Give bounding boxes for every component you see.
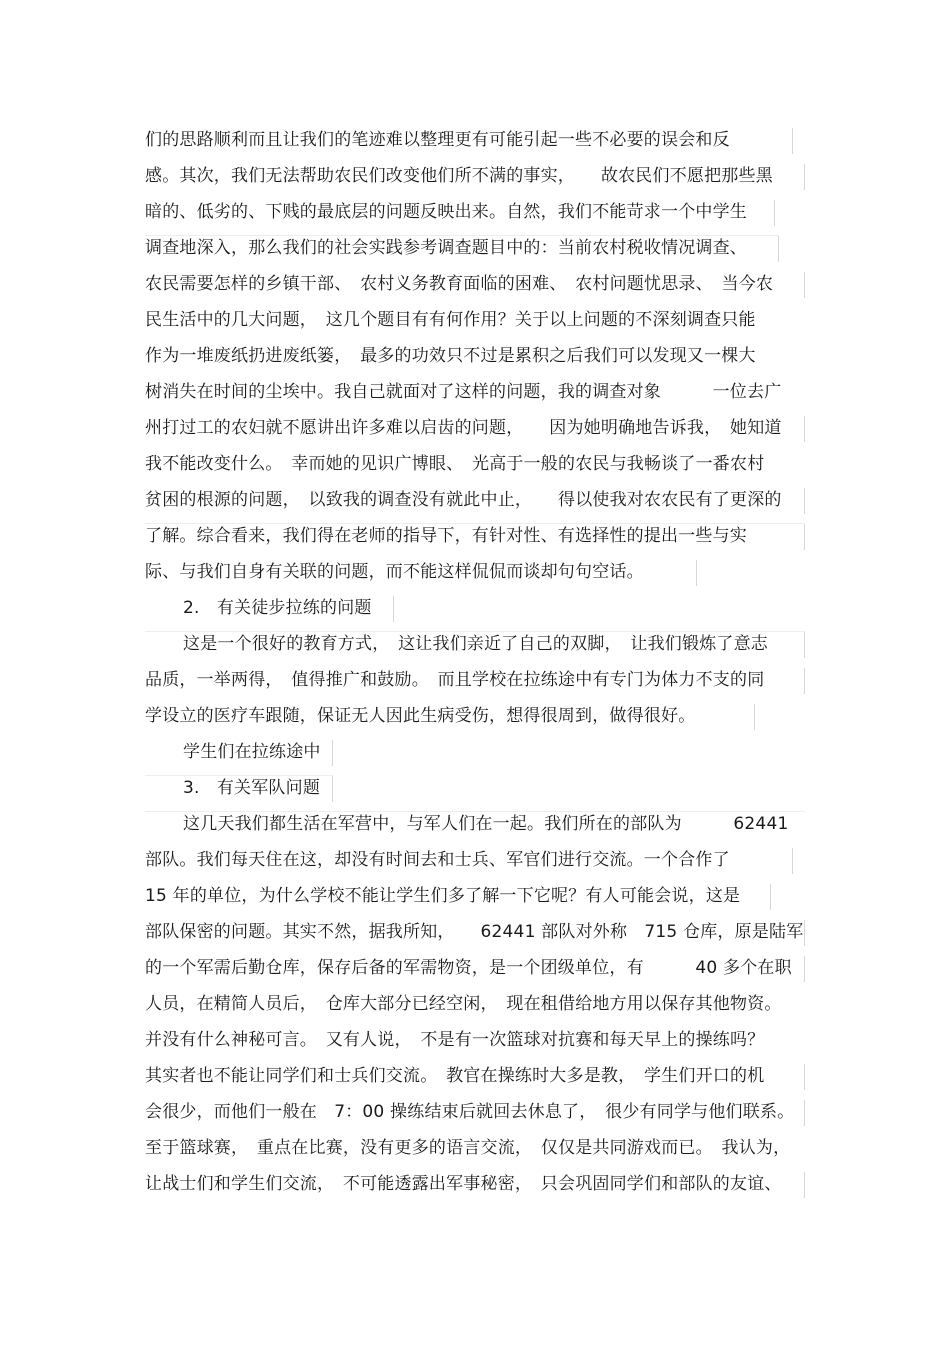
rule-artifact bbox=[804, 164, 805, 190]
rule-artifact bbox=[770, 884, 771, 910]
rule-artifact bbox=[696, 560, 697, 586]
text-line: 学生们在拉练途中 bbox=[183, 742, 321, 762]
rule-artifact bbox=[804, 668, 805, 694]
text-line: 这是一个很好的教育方式， 这让我们亲近了自己的双脚， 让我们锻炼了意志 bbox=[183, 634, 768, 654]
rule-artifact bbox=[804, 272, 805, 298]
text-line: 的一个军需后勤仓库，保存后备的军需物资，是一个团级单位，有 40 多个在职 bbox=[145, 958, 792, 978]
rule-artifact bbox=[792, 128, 793, 154]
rule-artifact bbox=[804, 1064, 805, 1090]
text-line: 品质，一举两得， 值得推广和鼓励。 而且学校在拉练途中有专门为体力不支的同 bbox=[145, 670, 765, 690]
text-line: 其实者也不能让同学们和士兵们交流。 教官在操练时大多是教， 学生们开口的机 bbox=[145, 1066, 765, 1086]
text-line: 们的思路顺利而且让我们的笔迹难以整理更有可能引起一些不必要的误会和反 bbox=[145, 130, 730, 150]
rule-artifact bbox=[778, 236, 779, 262]
text-line: 会很少，而他们一般在 7：00 操练结束后就回去休息了， 很少有同学与他们联系。 bbox=[145, 1102, 795, 1122]
rule-artifact bbox=[332, 740, 333, 766]
rule-artifact bbox=[804, 632, 805, 658]
rule-artifact bbox=[804, 488, 805, 514]
rule-artifact bbox=[774, 200, 775, 226]
text-line: 感。其次，我们无法帮助农民们改变他们所不满的事实， 故农民们不愿把那些黑 bbox=[145, 166, 773, 186]
rule-artifact bbox=[804, 920, 805, 946]
rule-artifact bbox=[792, 848, 793, 874]
text-line: 15 年的单位，为什么学校不能让学生们多了解一下它呢？有人可能会说，这是 bbox=[145, 886, 741, 906]
text-line: 让战士们和学生们交流， 不可能透露出军事秘密， 只会巩固同学们和部队的友谊、 bbox=[145, 1174, 782, 1194]
rule-artifact bbox=[804, 1172, 805, 1198]
text-line: 我不能改变什么。 幸而她的见识广博眼、 光高于一般的农民与我畅谈了一番农村 bbox=[145, 454, 765, 474]
text-line: 这几天我们都生活在军营中，与军人们在一起。我们所在的部队为 62441 bbox=[183, 814, 789, 834]
text-line: 树消失在时间的尘埃中。我自己就面对了这样的问题，我的调查对象 一位去广 bbox=[145, 382, 782, 402]
text-line: 贫困的根源的问题， 以致我的调查没有就此中止， 得以使我对农农民有了更深的 bbox=[145, 490, 782, 510]
text-line: 了解。综合看来，我们得在老师的指导下，有针对性、有选择性的提出一些与实 bbox=[145, 526, 747, 546]
text-line: 暗的、低劣的、下贱的最底层的问题反映出来。自然，我们不能苛求一个中学生 bbox=[145, 202, 747, 222]
text-line: 民生活中的几大问题， 这几个题目有有何作用？关于以上问题的不深刻调查只能 bbox=[145, 310, 756, 330]
text-line: 部队保密的问题。其实不然，据我所知， 62441 部队对外称 715 仓库，原是陆军 bbox=[145, 922, 804, 942]
text-line: 学设立的医疗车跟随，保证无人因此生病受伤，想得很周到，做得很好。 bbox=[145, 706, 696, 726]
text-line: 州打过工的农妇就不愿讲出许多难以启齿的问题， 因为她明确地告诉我， 她知道 bbox=[145, 418, 782, 438]
text-line: 际、与我们自身有关联的问题，而不能这样侃侃而谈却句句空话。 bbox=[145, 562, 644, 582]
section-heading: 2. 有关徒步拉练的问题 bbox=[183, 598, 372, 618]
section-heading: 3. 有关军队问题 bbox=[183, 778, 321, 798]
rule-artifact bbox=[804, 1100, 805, 1126]
text-line: 部队。我们每天住在这，却没有时间去和士兵、军官们进行交流。一个合作了 bbox=[145, 850, 730, 870]
rule-artifact bbox=[804, 524, 805, 550]
text-line: 人员，在精简人员后， 仓库大部分已经空闲， 现在租借给地方用以保存其他物资。 bbox=[145, 994, 782, 1014]
rule-artifact bbox=[393, 596, 394, 622]
text-line: 农民需要怎样的乡镇干部、 农村义务教育面临的困难、 农村问题忧思录、 当今农 bbox=[145, 274, 774, 294]
rule-artifact bbox=[754, 704, 755, 730]
text-line: 至于篮球赛， 重点在比赛，没有更多的语言交流， 仅仅是共同游戏而已。 我认为， bbox=[145, 1138, 791, 1158]
text-line: 调查地深入，那么我们的社会实践参考调查题目中的：当前农村税收情况调查、 bbox=[145, 238, 747, 258]
text-line: 并没有什么神秘可言。 又有人说， 不是有一次篮球对抗赛和每天早上的操练吗？ bbox=[145, 1030, 765, 1050]
rule-artifact bbox=[804, 956, 805, 982]
rule-artifact bbox=[804, 416, 805, 442]
rule-artifact bbox=[332, 776, 333, 802]
text-line: 作为一堆废纸扔进废纸篓， 最多的功效只不过是累积之后我们可以发现又一棵大 bbox=[145, 346, 756, 366]
